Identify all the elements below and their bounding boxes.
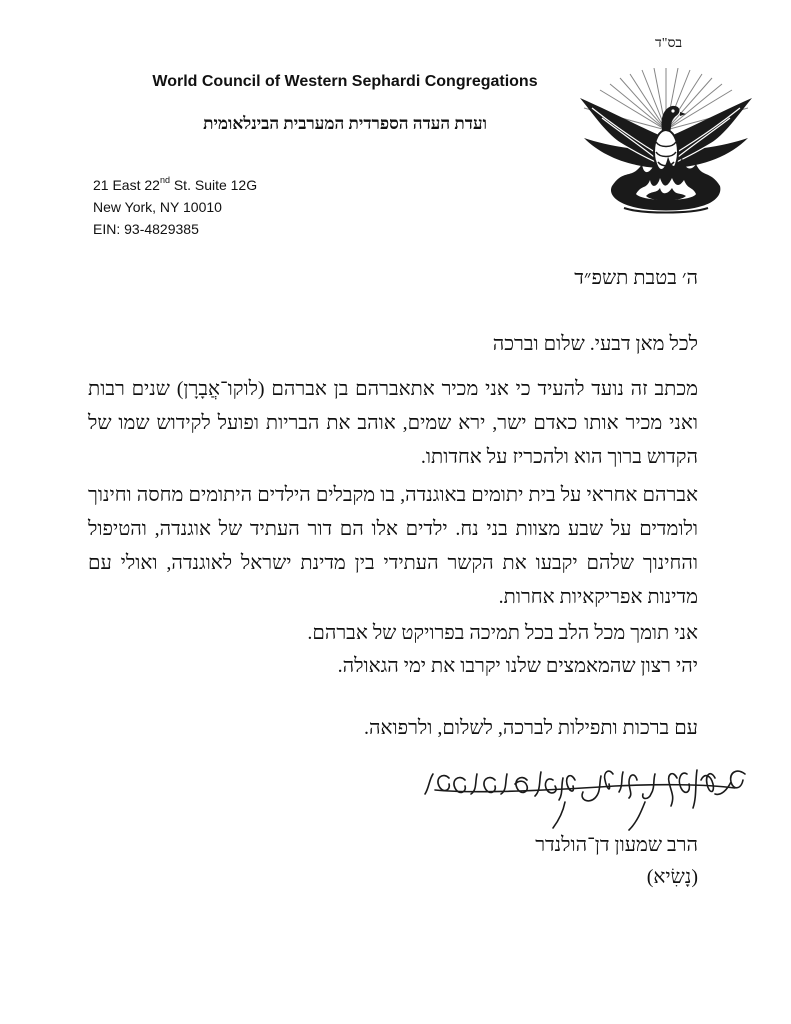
organization-name-hebrew: ועדת העדה הספרדית המערבית הבינלאומית [203,114,487,133]
letter-date: ה׳ בטבת תשפ״ד [574,267,698,289]
address-street-number: 21 East 22 [93,177,160,193]
organization-name-english: World Council of Western Sephardi Congregations [152,73,538,90]
letter-paragraph-3 [307,617,698,683]
phoenix-emblem-icon [572,68,760,220]
letter-paragraph-1: מכתב זה נועד להעיד כי אני מכיר אתאברהם בן אברהם (לוקו־אֲבָרָן) שנים רבות ואני מכיר אותו כאדם ישר, ירא שמים, אוהב את הבריות ופועל לקידוש שמו של הקדוש ברוך הוא ולהכריז על אחדותו. [88,378,698,468]
letter-paragraph-3-line-2: יהי רצון שהמאמצים שלנו יקרבו את ימי הגאולה. [337,655,698,677]
address-ein: EIN: 93-4829385 [93,221,199,237]
signer-title: (נָשִׂיא) [646,866,698,888]
address-street-ordinal: nd [159,175,170,186]
address-block [93,174,257,240]
letter-paragraph-2: אברהם אחראי על בית יתומים באוגנדה, בו מקבלים הילדים היתומים מחסה וחינוך ולומדים על שבע מצוות בני נח. ילדים אלו הם דור העתיד של אוגנדה, והטיפול והחינוך שלהם יקבעו את הקשר העתידי בין מדינת ישראל לאוגנדה, ואולי עם מדינות אפריקאיות אחרות. [88,484,698,608]
address-street [93,174,257,196]
address-city: New York, NY 10010 [93,199,222,215]
letter-paragraph-3-line-1: אני תומך מכל הלב בכל תמיכה בפרויקט של אברהם. [307,622,698,644]
address-street-suite: St. Suite 12G [169,177,258,193]
signer-name: הרב שמעון דן־הולנדר [535,834,698,856]
letter-greeting: לכל מאן דבעי. שלום וברכה [492,333,698,355]
letter-closing: עם ברכות ותפילות לברכה, לשלום, ולרפואה. [363,717,698,739]
bsd-mark: בס"ד [655,36,683,51]
